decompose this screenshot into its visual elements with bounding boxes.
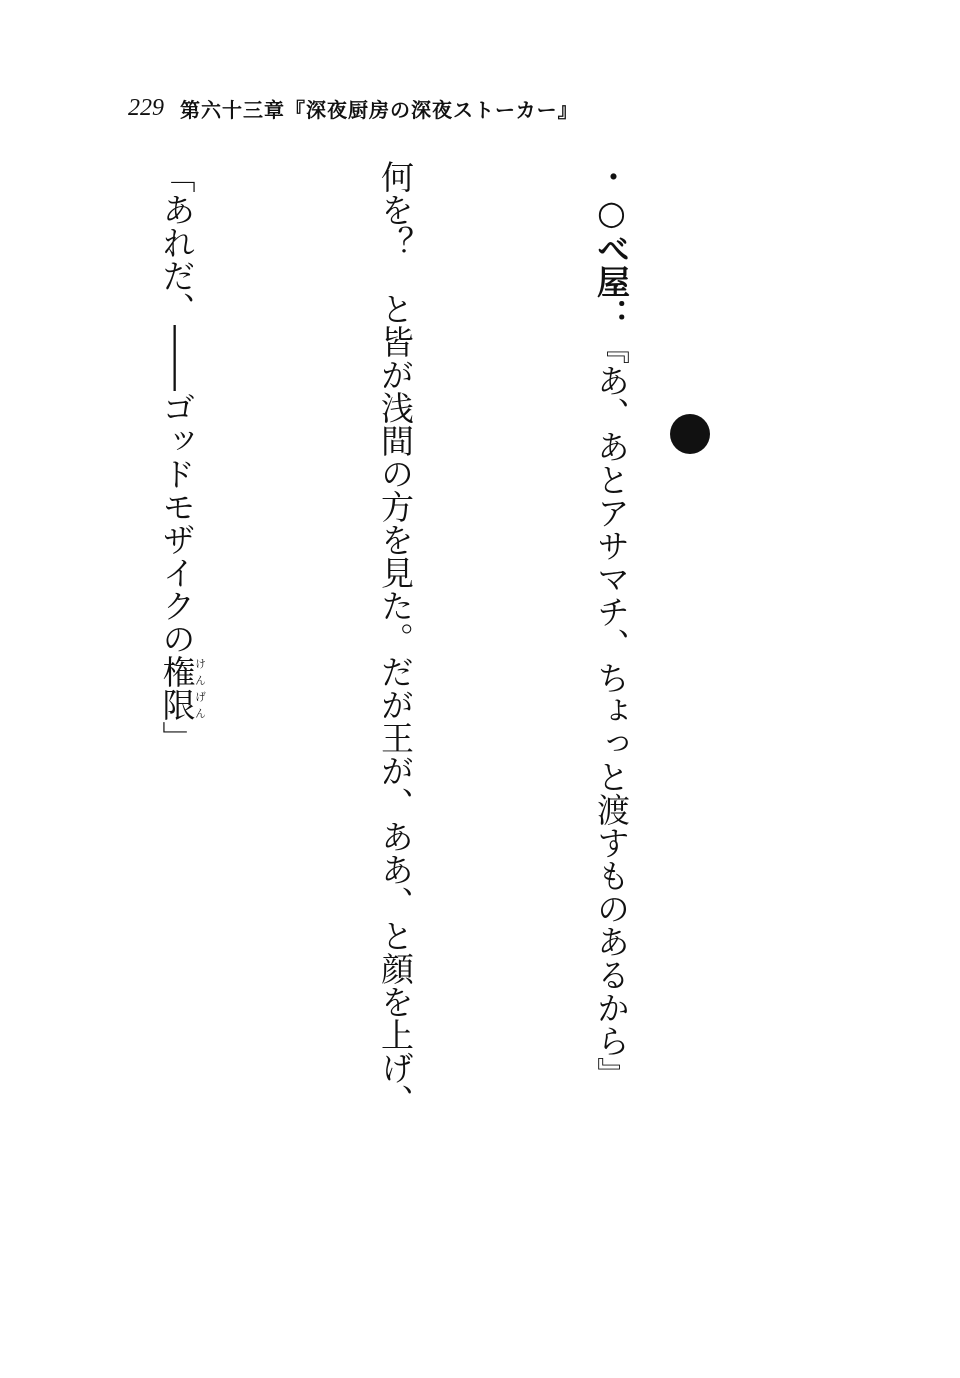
bullet: ・ — [592, 160, 631, 193]
dialogue-text: 『あ、あとアサマチ、ちょっと渡すものあるから』 — [592, 331, 631, 1090]
line-text: 「あれだ、――ゴッドモザイクの — [157, 160, 197, 655]
chapter-title: 第六十三章『深夜厨房の深夜ストーカー』 — [180, 97, 579, 122]
running-header — [128, 88, 579, 128]
text-line-1 — [584, 160, 638, 1310]
page-number: 229 — [128, 94, 164, 121]
ruby-word: 権限けんげん — [157, 655, 207, 721]
furigana: けんげん — [193, 655, 207, 721]
text-line-3 — [150, 160, 207, 1310]
text-line-2 — [368, 160, 422, 1310]
line-text: 何を？ と皆が浅間の方を見た。だが王が、ああ、と顔を上げ、 — [376, 160, 415, 1117]
speaker-name: ○べ屋： — [592, 193, 631, 331]
line-text: 」 — [157, 721, 197, 754]
vertical-body-text — [0, 160, 800, 1310]
